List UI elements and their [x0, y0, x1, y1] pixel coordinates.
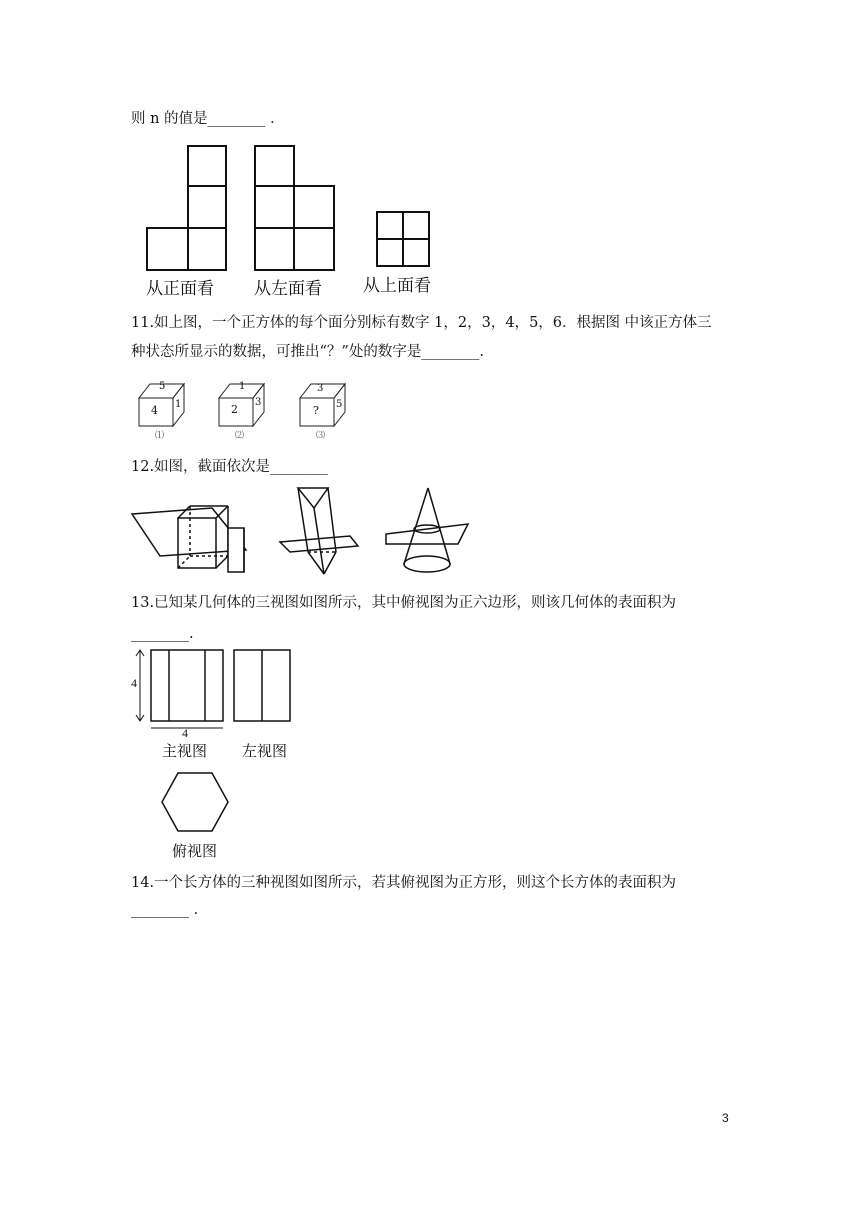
label-left-view: 左视图 [242, 742, 288, 760]
main-view [151, 650, 223, 721]
left-view [234, 650, 290, 721]
cube1-front-number: 4 [151, 404, 158, 417]
top-view [377, 212, 429, 266]
cube3-caption: ⑶ [316, 431, 326, 441]
cube1-caption: ⑴ [155, 431, 165, 441]
left-view [255, 146, 334, 270]
height-label: 4 [131, 676, 137, 690]
fig13-three-views [128, 640, 308, 860]
cone-with-cutting-plane [386, 488, 468, 572]
label-front-view: 从正面看 [146, 279, 214, 299]
q13-line2: ________. [131, 626, 194, 642]
front-view [147, 146, 226, 270]
cube3-right-number: 5 [336, 399, 343, 410]
q13-line1: 13.已知某几何体的三视图如图所示，其中俯视图为正六边形，则该几何体的表面积为 [131, 595, 677, 611]
top-view-hexagon [162, 773, 228, 831]
cube1-right-number: 1 [175, 399, 182, 410]
height-dimension-arrow [136, 650, 144, 721]
cube-with-cutting-plane [132, 506, 246, 572]
label-main-view: 主视图 [162, 742, 208, 760]
cube2-right-number: 3 [255, 397, 262, 408]
width-label: 4 [182, 726, 188, 740]
label-top-view: 从上面看 [363, 276, 431, 296]
q10-text: 则 n 的值是________ ． [131, 111, 285, 127]
page-number: 3 [722, 1111, 729, 1125]
fig11-cubes [136, 378, 366, 440]
cube1-top-number: 5 [159, 381, 166, 392]
cube3-top-number: 3 [317, 383, 324, 394]
label-top-view: 俯视图 [172, 842, 218, 860]
cube2-caption: ⑵ [235, 431, 245, 441]
fig10-three-views [140, 140, 460, 300]
triangular-prism-with-cutting-plane [280, 488, 358, 574]
q11-line2: 种状态所显示的数据，可推出“？”处的数字是________. [131, 344, 484, 360]
q14-line1: 14.一个长方体的三种视图如图所示，若其俯视图为正方形，则这个长方体的表面积为 [131, 875, 677, 891]
label-left-view: 从左面看 [254, 279, 322, 299]
fig12-cross-sections [128, 484, 473, 580]
cube3-front-question-mark: ? [313, 404, 319, 417]
cube2-front-number: 2 [231, 403, 238, 416]
q12-line1: 12.如图，截面依次是________ [131, 459, 329, 475]
q14-line2: ________ ． [131, 902, 209, 918]
cube2-top-number: 1 [239, 381, 246, 392]
q11-line1: 11.如上图，一个正方体的每个面分别标有数字 1，2，3，4，5，6．根据图 中该正方体三 [131, 315, 712, 331]
